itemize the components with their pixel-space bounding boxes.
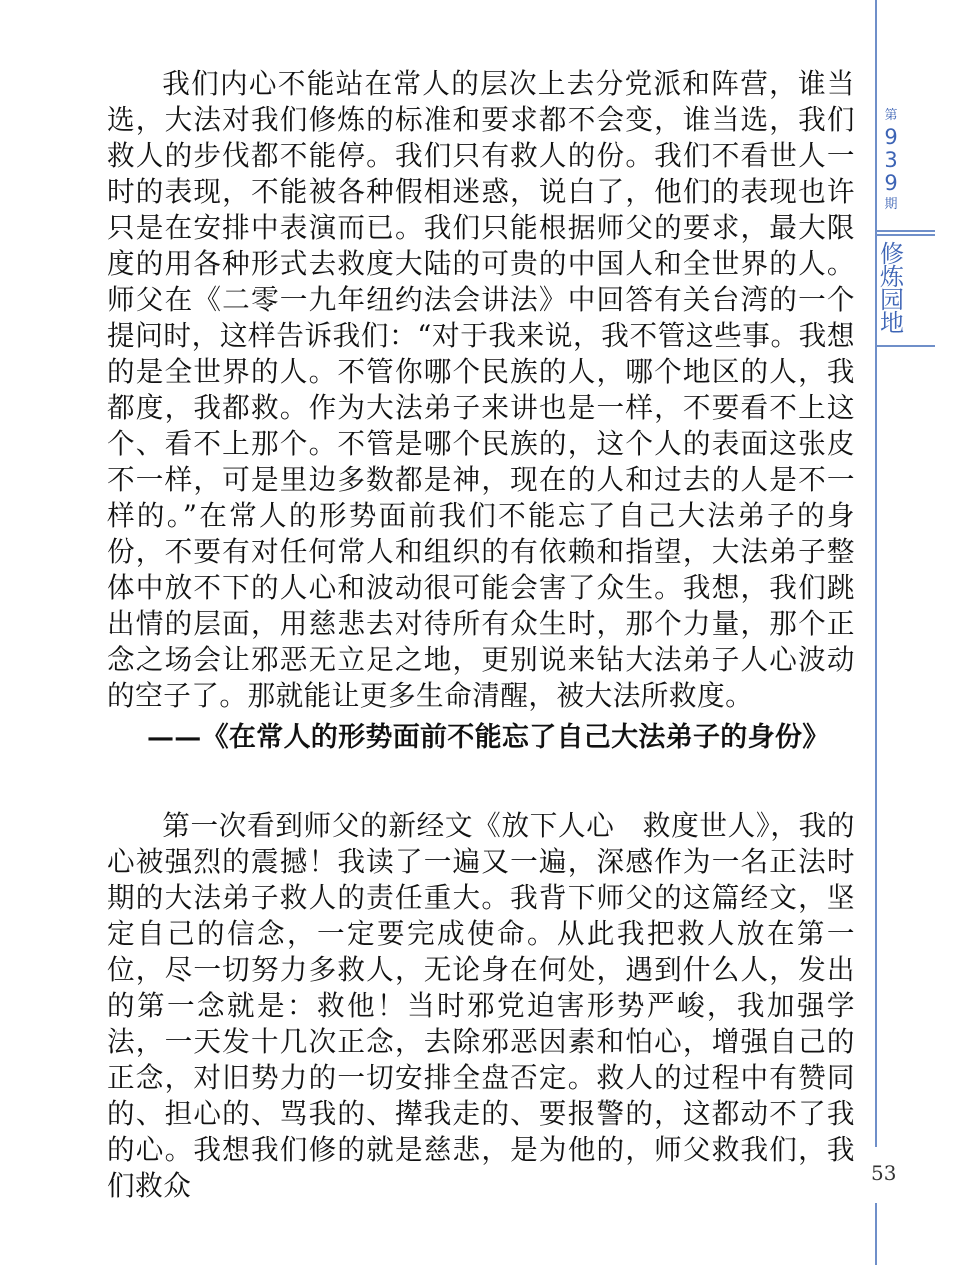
paragraph-1: 我们内心不能站在常人的层次上去分党派和阵营，谁当选，大法对我们修炼的标准和要求都不会变，谁当选，我们救人的步伐都不能停。我们只有救人的份。我们不看世人一时的表现，不能被各种假相迷惑，说白了，他们的表现也许只是在安排中表演而已。我们只能根据师父的要求，最大限度的用各种形式去救度大陆的可贵的中国人和全世界的人。师父在《二零一九年纽约法会讲法》中回答有关台湾的一个提问时，这样告诉我们：“对于我来说，我不管这些事。我想的是全世界的人。不管你哪个民族的人，哪个地区的人，我都度，我都救。作为大法弟子来讲也是一样，不要看不上这个、看不上那个。不管是哪个民族的，这个人的表面这张皮不一样，可是里边多数都是神，现在的人和过去的人是不一样的。”在常人的形势面前我们不能忘了自己大法弟子的身份，不要有对任何常人和组织的有依赖和指望，大法弟子整体中放不下的人心和波动很可能会害了众生。我想，我们跳出情的层面，用慈悲去对待所有众生时，那个力量，那个正念之场会让邪恶无立足之地，更别说来钻大法弟子人心波动的空子了。那就能让更多生命清醒，被大法所救度。 xyxy=(107,67,855,712)
sidebar-vertical-rule-lower xyxy=(875,1203,877,1265)
issue-prefix: 第 xyxy=(884,108,898,123)
sidebar-divider-top-double xyxy=(875,234,935,236)
paragraph-2: 第一次看到师父的新经文《放下人心 救度世人》，我的心被强烈的震撼！我读了一遍又一遍，深感作为一名正法时期的大法弟子救人的责任重大。我背下师父的这篇经文，坚定自己的信念，一定要完成使命。从此我把救人放在第一位，尽一切努力多救人，无论身在何处，遇到什么人，发出的第一念就是：救他！当时邪党迫害形势严峻，我加强学法，一天发十几次正念，去除邪恶因素和怕心，增强自己的正念，对旧势力的一切安排全盘否定。救人的过程中有赞同的、担心的、骂我的、撵我走的、要报警的，这都动不了我的心。我想我们修的就是慈悲，是为他的，师父救我们，我们救众 xyxy=(107,809,855,1202)
article-title-citation: ——《在常人的形势面前不能忘了自己大法弟子的身份》 xyxy=(147,722,830,753)
column-char: 炼 xyxy=(880,263,904,291)
issue-digit: 9 xyxy=(884,125,898,149)
column-char: 园 xyxy=(880,286,904,314)
sidebar-divider-bottom xyxy=(875,345,935,347)
column-name xyxy=(875,240,909,337)
column-char: 修 xyxy=(880,240,904,268)
issue-digit: 9 xyxy=(884,171,898,195)
paragraph-gap xyxy=(107,756,855,808)
issue-label xyxy=(875,106,907,215)
issue-digit: 3 xyxy=(884,148,898,172)
article-body xyxy=(107,66,855,1204)
issue-suffix: 期 xyxy=(884,197,898,212)
page-number: 53 xyxy=(871,1161,897,1185)
sidebar-divider-top xyxy=(875,230,935,232)
column-char: 地 xyxy=(880,309,904,337)
